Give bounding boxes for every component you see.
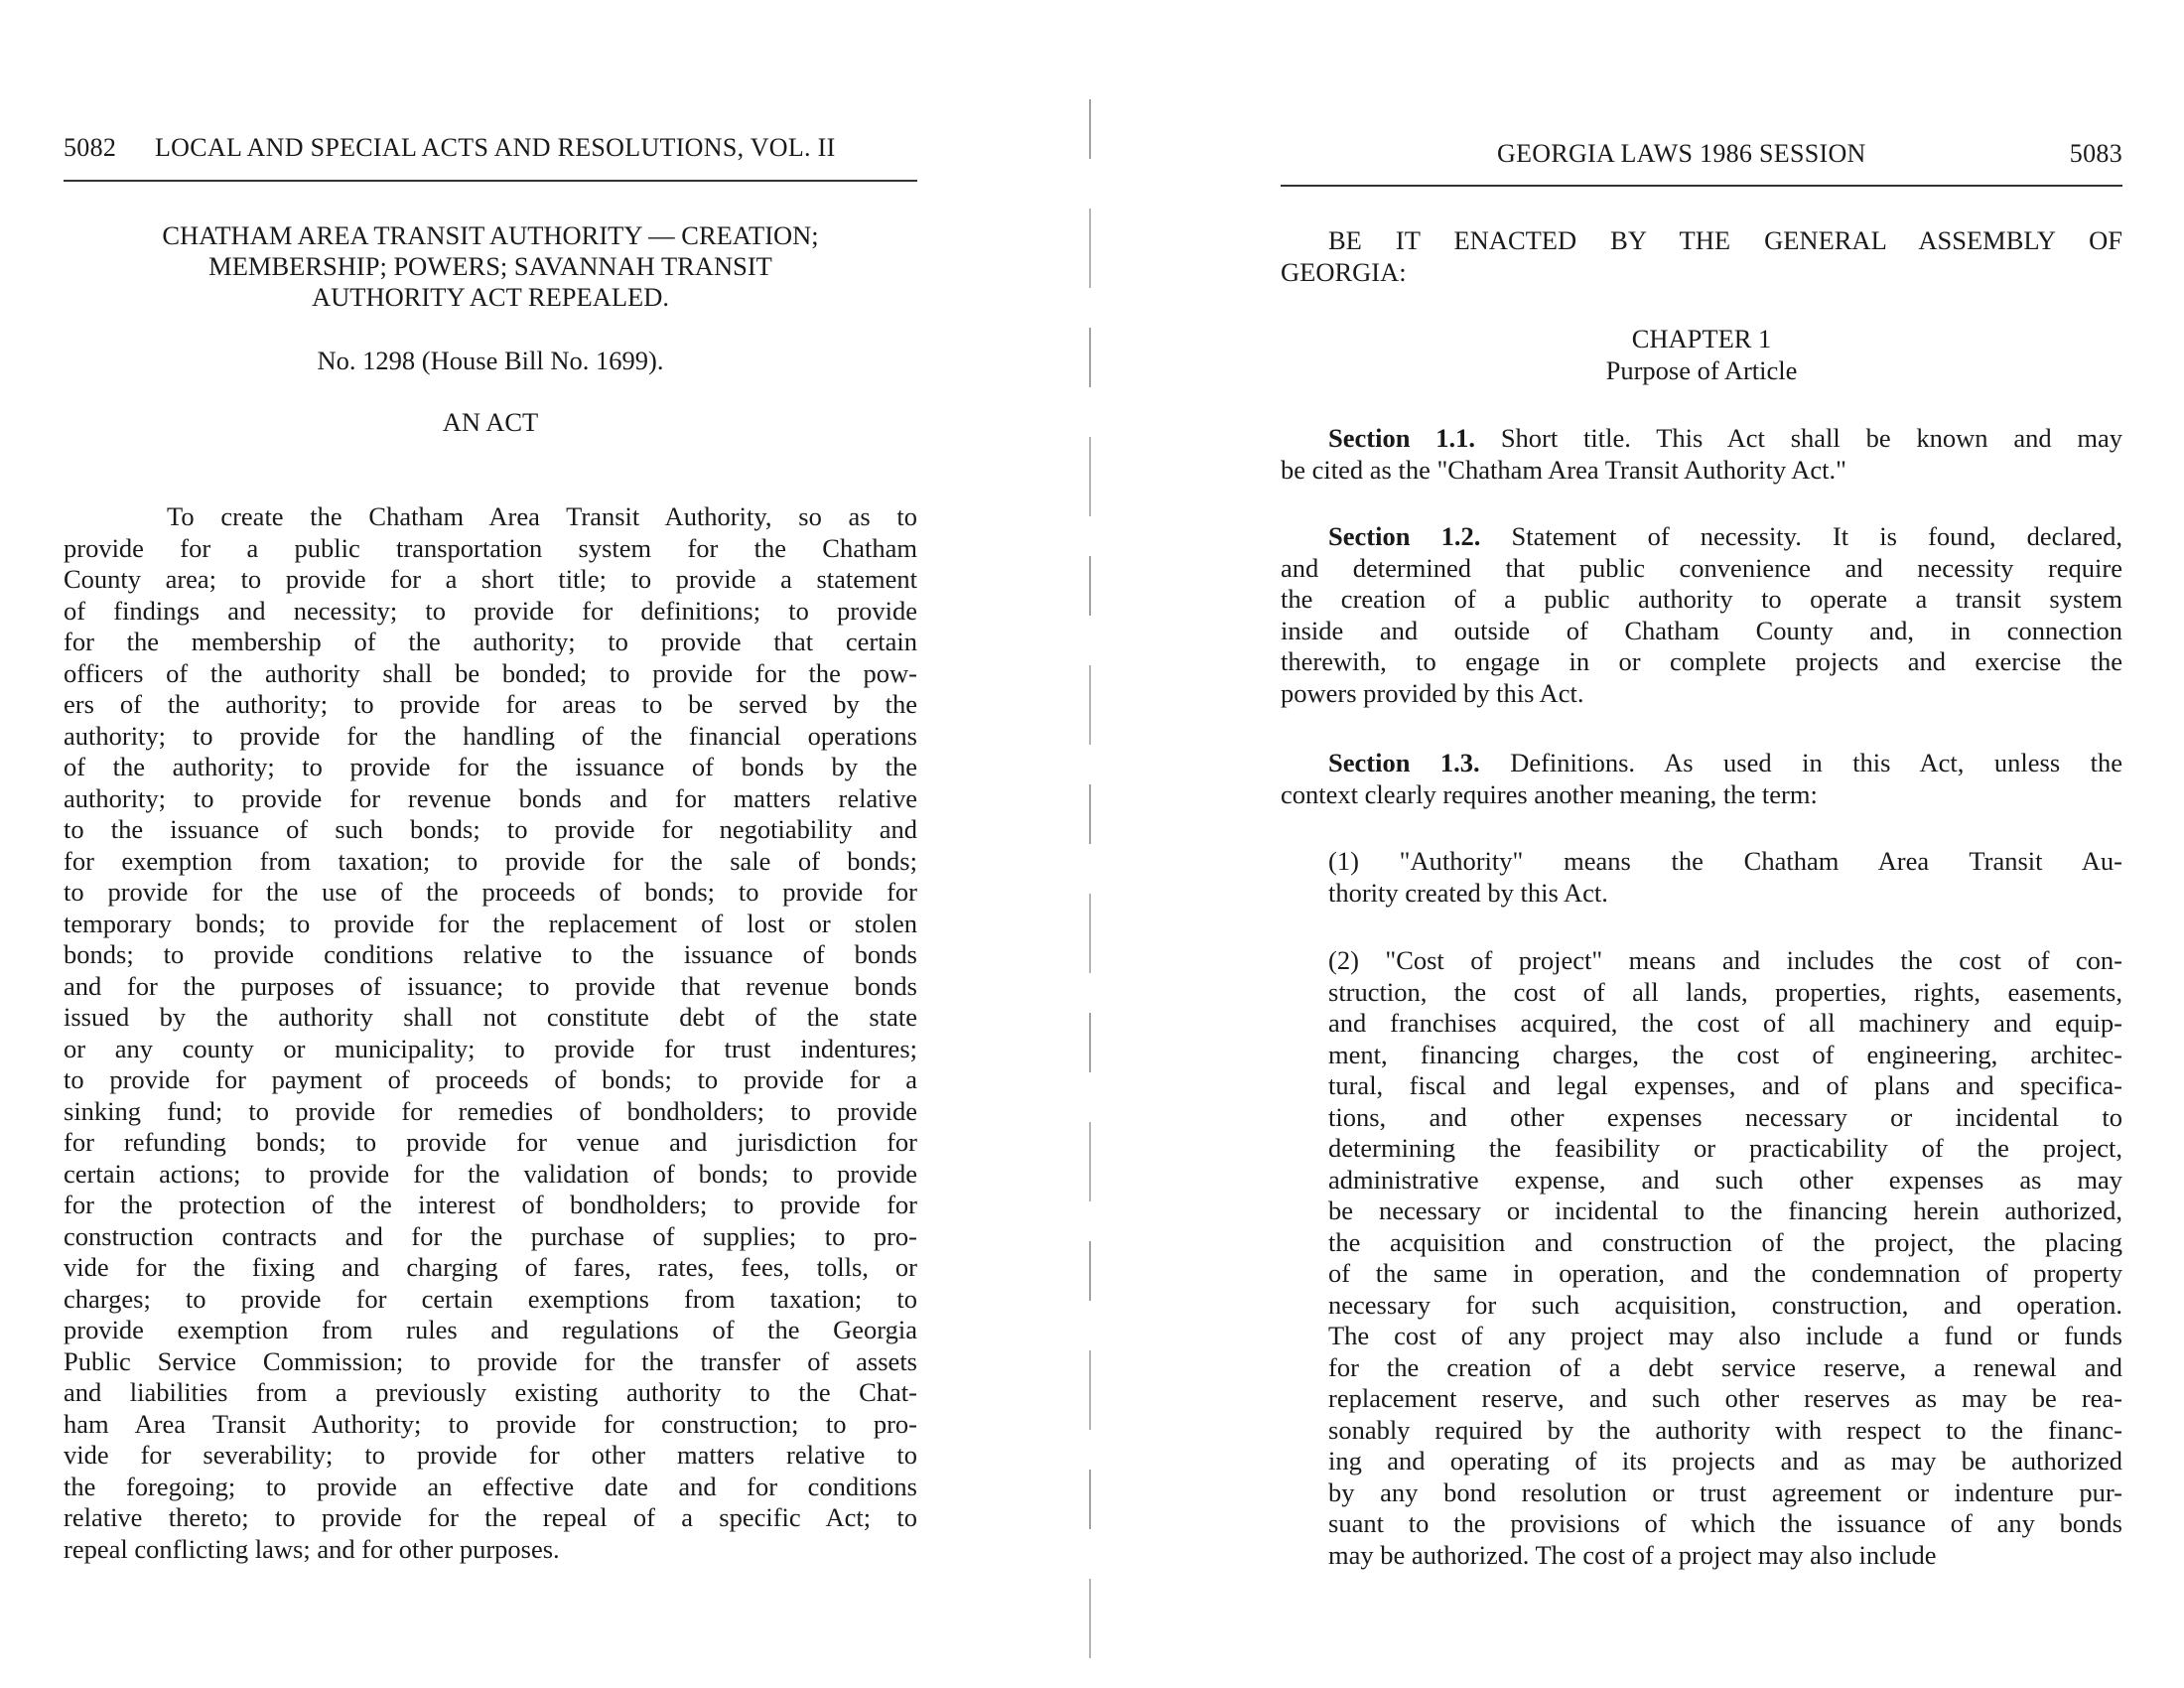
preamble-line: or any county or municipality; to provide for trust indentures; (64, 1033, 917, 1063)
definition-line: suant to the provisions of which the issuance of any bonds (1328, 1508, 2122, 1538)
bill-number: No. 1298 (House Bill No. 1699). (317, 346, 664, 375)
definition-line: of the same in operation, and the condemnation of property (1328, 1258, 2122, 1288)
act-preamble (64, 501, 917, 1565)
act-heading: AN ACT (442, 407, 539, 437)
preamble-line: to provide for the use of the proceeds of bonds; to provide for (64, 877, 917, 907)
section-text: Definitions. As used in this Act, unless the (1510, 748, 2123, 777)
definition-2 (1328, 945, 2122, 1571)
preamble-line: Public Service Commission; to provide for the transfer of assets (64, 1345, 917, 1376)
preamble-line: and for the purposes of issuance; to provide that revenue bonds (64, 970, 917, 1001)
chapter-heading: CHAPTER 1 (1631, 324, 1772, 353)
preamble-line: of the authority; to provide for the issuance of bonds by the (64, 752, 917, 781)
preamble-line: sinking fund; to provide for remedies of bondholders; to provide (64, 1095, 917, 1126)
preamble-line: To create the Chatham Area Transit Authority, so as to (167, 501, 917, 531)
section-line: be cited as the "Chatham Area Transit Authority Act." (1281, 454, 1846, 485)
definition-line: determining the feasibility or practicability of the project, (1328, 1133, 2122, 1163)
preamble-line: authority; to provide for the handling of the financial operations (64, 720, 917, 751)
preamble-line: ers of the authority; to provide for areas to be served by the (64, 689, 917, 719)
definition-line: administrative expense, and such other expenses as may (1328, 1164, 2122, 1195)
preamble-line: provide exemption from rules and regulations of the Georgia (64, 1315, 917, 1344)
preamble-line: authority; to provide for revenue bonds and for matters relative (64, 782, 917, 813)
definition-line: necessary for such acquisition, construction, and operation. (1328, 1289, 2122, 1320)
section-first-line (1281, 748, 2122, 779)
definition-line: ing and operating of its projects and as may be authorized (1328, 1446, 2122, 1476)
definition-line: thority created by this Act. (1328, 877, 1608, 908)
section-first-line (1281, 521, 2122, 553)
right-header-rule (1281, 185, 2122, 187)
left-running-head-title: LOCAL AND SPECIAL ACTS AND RESOLUTIONS, VOL. II (155, 133, 836, 162)
section-line: context clearly requires another meaning, the term: (1281, 778, 1818, 809)
preamble-line: and liabilities from a previously existing authority to the Chat- (64, 1377, 917, 1407)
definition-line: sonably required by the authority with respect to the financ- (1328, 1414, 2122, 1445)
enacting-clause (1281, 225, 2122, 288)
enacting-line: GEORGIA: (1281, 256, 1407, 287)
preamble-line: for the membership of the authority; to provide that certain (64, 627, 917, 656)
definition-line: and franchises acquired, the cost of all machinery and equip- (1328, 1008, 2122, 1038)
preamble-line: construction contracts and for the purchase of supplies; to pro- (64, 1220, 917, 1251)
section-line: and determined that public convenience and necessity require (1281, 552, 2122, 583)
preamble-line: charges; to provide for certain exemptions from taxation; to (64, 1283, 917, 1314)
act-title-line: MEMBERSHIP; POWERS; SAVANNAH TRANSIT (208, 251, 772, 281)
section-line: inside and outside of Chatham County and, in connection (1281, 615, 2122, 645)
act-title (64, 220, 917, 313)
definition-line: tions, and other expenses necessary or incidental to (1328, 1101, 2122, 1132)
preamble-line: to provide for payment of proceeds of bonds; to provide for a (64, 1064, 917, 1094)
definition-line: (1) "Authority" means the Chatham Area Transit Au- (1328, 846, 2122, 876)
left-header-rule (64, 180, 917, 182)
preamble-line: for the protection of the interest of bondholders; to provide for (64, 1190, 917, 1219)
act-title-line: AUTHORITY ACT REPEALED. (312, 282, 669, 312)
definition-line: ment, financing charges, the cost of engineering, architec- (1328, 1039, 2122, 1069)
preamble-line: bonds; to provide conditions relative to the issuance of bonds (64, 939, 917, 969)
preamble-line: of findings and necessity; to provide for definitions; to provide (64, 595, 917, 626)
section-line: powers provided by this Act. (1281, 677, 1584, 708)
definition-line: tural, fiscal and legal expenses, and of plans and specifica- (1328, 1070, 2122, 1100)
definition-line: may be authorized. The cost of a project may also include (1328, 1539, 1937, 1570)
preamble-line: for refunding bonds; to provide for venue and jurisdiction for (64, 1127, 917, 1157)
section-text: Statement of necessity. It is found, declared, (1511, 521, 2123, 551)
preamble-line: ham Area Transit Authority; to provide for construction; to pro- (64, 1408, 917, 1439)
chapter-title: Purpose of Article (1605, 355, 1798, 385)
left-page-number: 5082 (64, 133, 117, 162)
preamble-line: to the issuance of such bonds; to provide for negotiability and (64, 814, 917, 844)
definition-line: be necessary or incidental to the financing herein authorized, (1328, 1196, 2122, 1225)
preamble-line: certain actions; to provide for the validation of bonds; to provide (64, 1158, 917, 1189)
preamble-line: vide for the fixing and charging of fares, rates, fees, tolls, or (64, 1252, 917, 1282)
definition-line: The cost of any project may also include a fund or funds (1328, 1321, 2122, 1350)
section-line: therewith, to engage in or complete projects and exercise the (1281, 646, 2122, 676)
section-line: the creation of a public authority to operate a transit system (1281, 584, 2122, 614)
preamble-line: officers of the authority shall be bonded; to provide for the pow- (64, 657, 917, 688)
definition-line: by any bond resolution or trust agreement or indenture pur- (1328, 1477, 2122, 1507)
section-text: Short title. This Act shall be known and may (1500, 423, 2123, 453)
right-page-number: 5083 (2069, 139, 2122, 168)
definition-1 (1328, 846, 2122, 909)
definition-line: (2) "Cost of project" means and includes the cost of con- (1328, 945, 2122, 975)
section-label: Section 1.3. (1328, 748, 1480, 777)
enacting-line: BE IT ENACTED BY THE GENERAL ASSEMBLY OF (1328, 225, 2122, 255)
book-gutter-fold (1089, 99, 1091, 1688)
preamble-line: temporary bonds; to provide for the replacement of lost or stolen (64, 908, 917, 938)
preamble-line: provide for a public transportation system for the Chatham (64, 532, 917, 563)
section-1-1 (1281, 423, 2122, 486)
section-1-2 (1281, 521, 2122, 709)
definition-line: the acquisition and construction of the project, the placing (1328, 1226, 2122, 1257)
preamble-line: repeal conflicting laws; and for other purposes. (64, 1533, 560, 1564)
section-first-line (1281, 423, 2122, 455)
preamble-line: County area; to provide for a short title; to provide a statement (64, 564, 917, 594)
section-1-3 (1281, 748, 2122, 810)
section-label: Section 1.1. (1328, 423, 1475, 453)
preamble-line: relative thereto; to provide for the repeal of a specific Act; to (64, 1502, 917, 1532)
section-label: Section 1.2. (1328, 521, 1481, 551)
preamble-line: the foregoing; to provide an effective date and for conditions (64, 1471, 917, 1501)
preamble-line: vide for severability; to provide for other matters relative to (64, 1440, 917, 1470)
right-running-head-title: GEORGIA LAWS 1986 SESSION (1497, 139, 1866, 168)
definition-line: replacement reserve, and such other reserves as may be rea- (1328, 1383, 2122, 1413)
preamble-line: issued by the authority shall not constitute debt of the state (64, 1002, 917, 1032)
definition-line: struction, the cost of all lands, properties, rights, easements, (1328, 976, 2122, 1007)
act-title-line: CHATHAM AREA TRANSIT AUTHORITY — CREATION; (162, 220, 819, 250)
definition-line: for the creation of a debt service reserve, a renewal and (1328, 1351, 2122, 1382)
preamble-line: for exemption from taxation; to provide for the sale of bonds; (64, 845, 917, 876)
